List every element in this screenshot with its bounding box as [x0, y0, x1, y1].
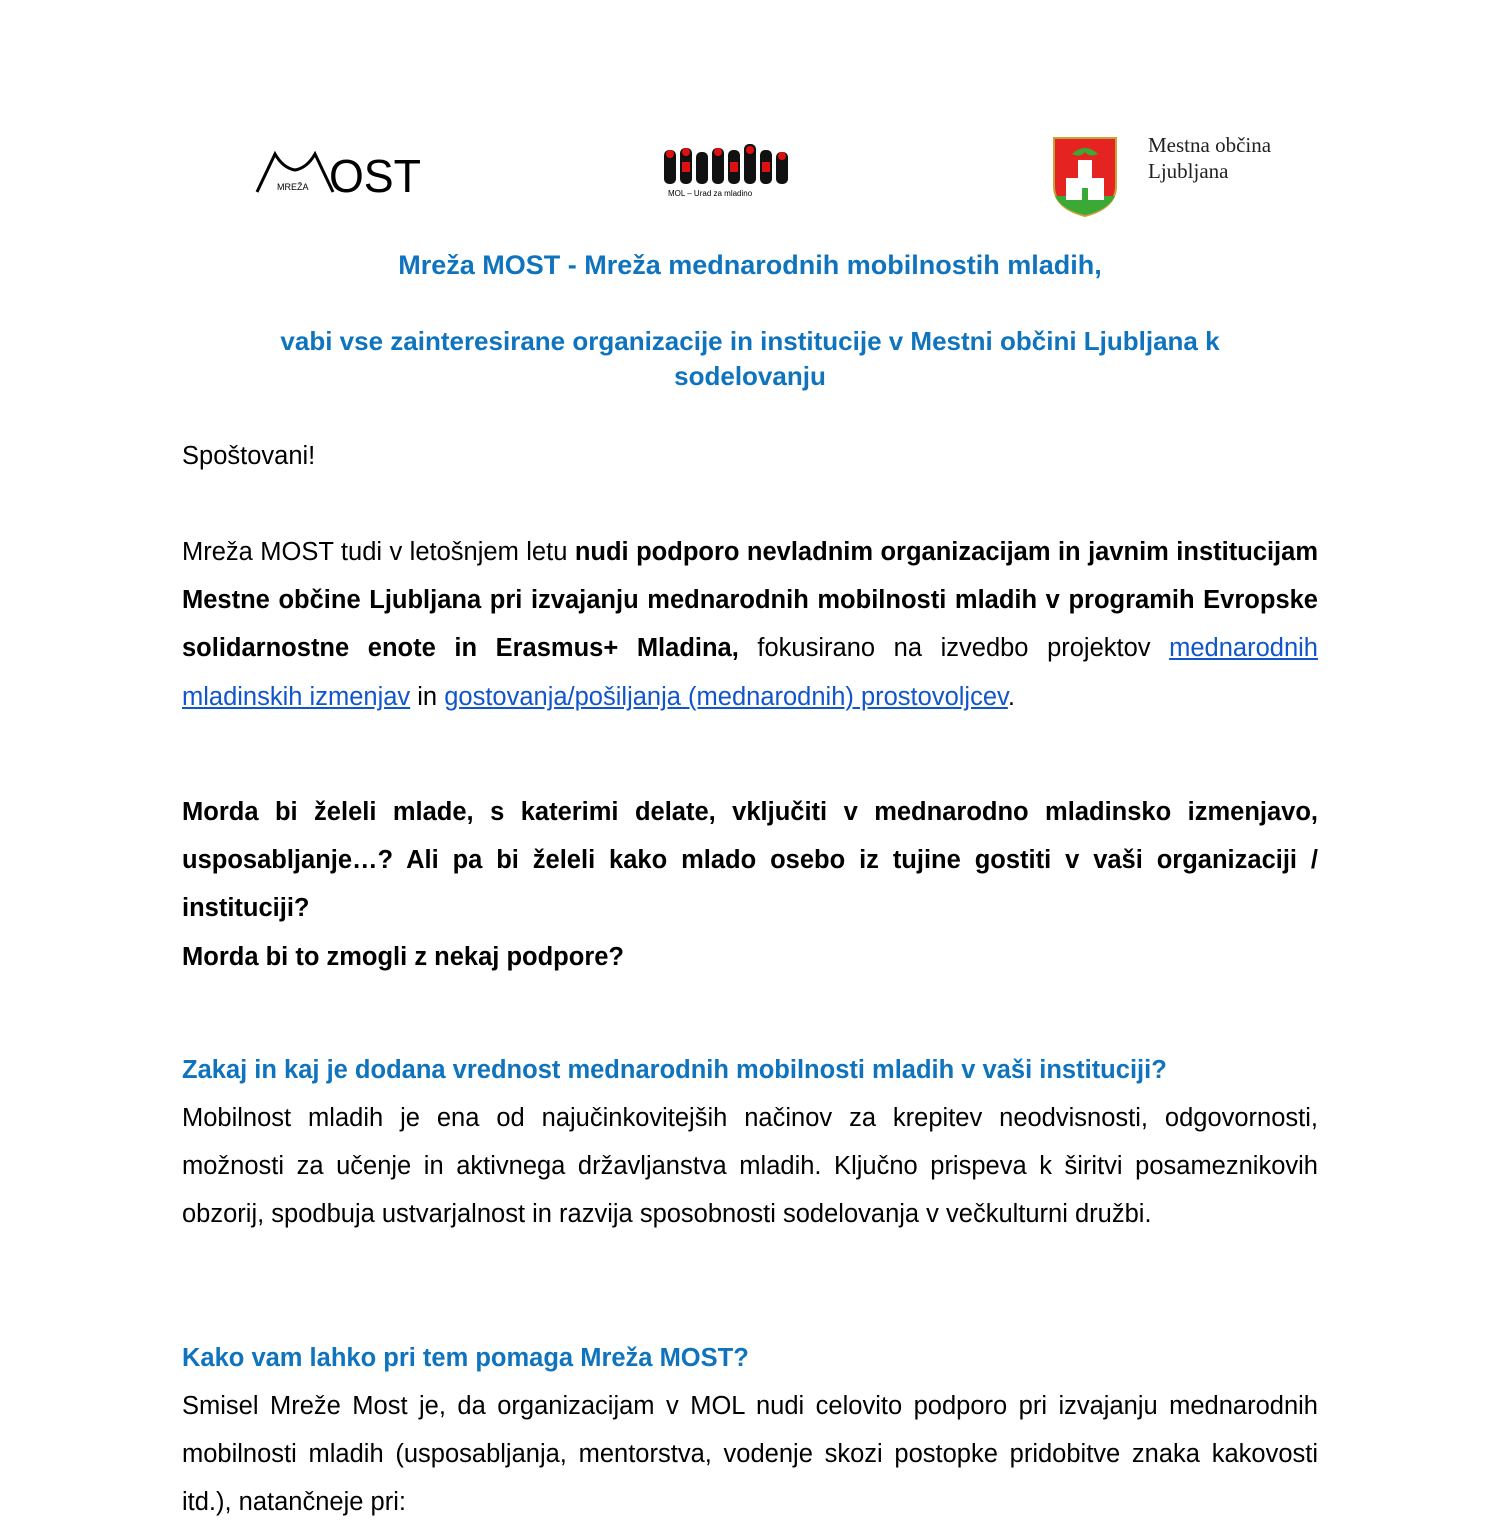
- greeting: Spoštovani!: [182, 442, 316, 470]
- link-youth-exchanges[interactable]: mednarodnih mladinskih izmenjav: [182, 634, 1318, 711]
- intro-paragraph: Mreža MOST tudi v letošnjem letu nudi podporo nevladnim organizacijam in javnim institucijam Mestne občine Ljubljana pri izvajanju mednarodnih mobilnosti mladih v programih Evropske solidarnostne enote in Erasmus+ Mladina, fokusirano na izvedbo projektov mednarodnih mladinskih izmenjav in gostovanja/pošiljanja (mednarodnih) prostovoljcev.: [182, 538, 1318, 711]
- section-body-help: Smisel Mreže Most je, da organizacijam v MOL nudi celovito podporo pri izvajanju mednarodnih mobilnosti mladih (usposabljanja, mentorstva, vodenje skozi postopke pridobitve znaka kakovosti itd.), natančneje pri:: [182, 1392, 1318, 1517]
- section-heading-value: Zakaj in kaj je dodana vrednost mednarodnih mobilnosti mladih v vaši instituciji?: [182, 1056, 1167, 1084]
- page-subtitle: vabi vse zainteresirane organizacije in institucije v Mestni občini Ljubljana k sodelovanju: [280, 326, 1220, 391]
- page-title: Mreža MOST - Mreža mednarodnih mobilnostih mladih,: [398, 250, 1102, 280]
- svg-text:MOL – Urad za mladino: MOL – Urad za mladino: [668, 189, 753, 198]
- mol-logo-text: Mestna občina Ljubljana: [1148, 133, 1272, 183]
- mreza-most-logo: [255, 148, 425, 196]
- ljubljana-coat-of-arms: [1052, 136, 1118, 218]
- urad-za-mladino-logo: [660, 138, 810, 200]
- section-heading-help: Kako vam lahko pri tem pomaga Mreža MOST?: [182, 1344, 749, 1372]
- svg-text:MREŽA: MREŽA: [277, 182, 309, 192]
- section-body-value: Mobilnost mladih je ena od najučinkovitejših načinov za krepitev neodvisnosti, odgovornosti, možnosti za učenje in aktivnega državljanstva mladih. Ključno prispeva k širitvi posameznikovih obzorij, spodbuja ustvarjalnost in razvija sposobnosti sodelovanja v večkulturni družbi.: [182, 1104, 1318, 1229]
- svg-text:OST: OST: [329, 150, 421, 196]
- link-volunteers[interactable]: gostovanja/pošiljanja (mednarodnih) prostovoljcev: [444, 682, 1008, 711]
- question-paragraph: Morda bi želeli mlade, s katerimi delate, vključiti v mednarodno mladinsko izmenjavo, usposabljanje…? Ali pa bi želeli kako mlado osebo iz tujine gostiti v vaši organizaciji / instituciji? Morda bi to zmogli z nekaj podpore?: [182, 798, 1318, 971]
